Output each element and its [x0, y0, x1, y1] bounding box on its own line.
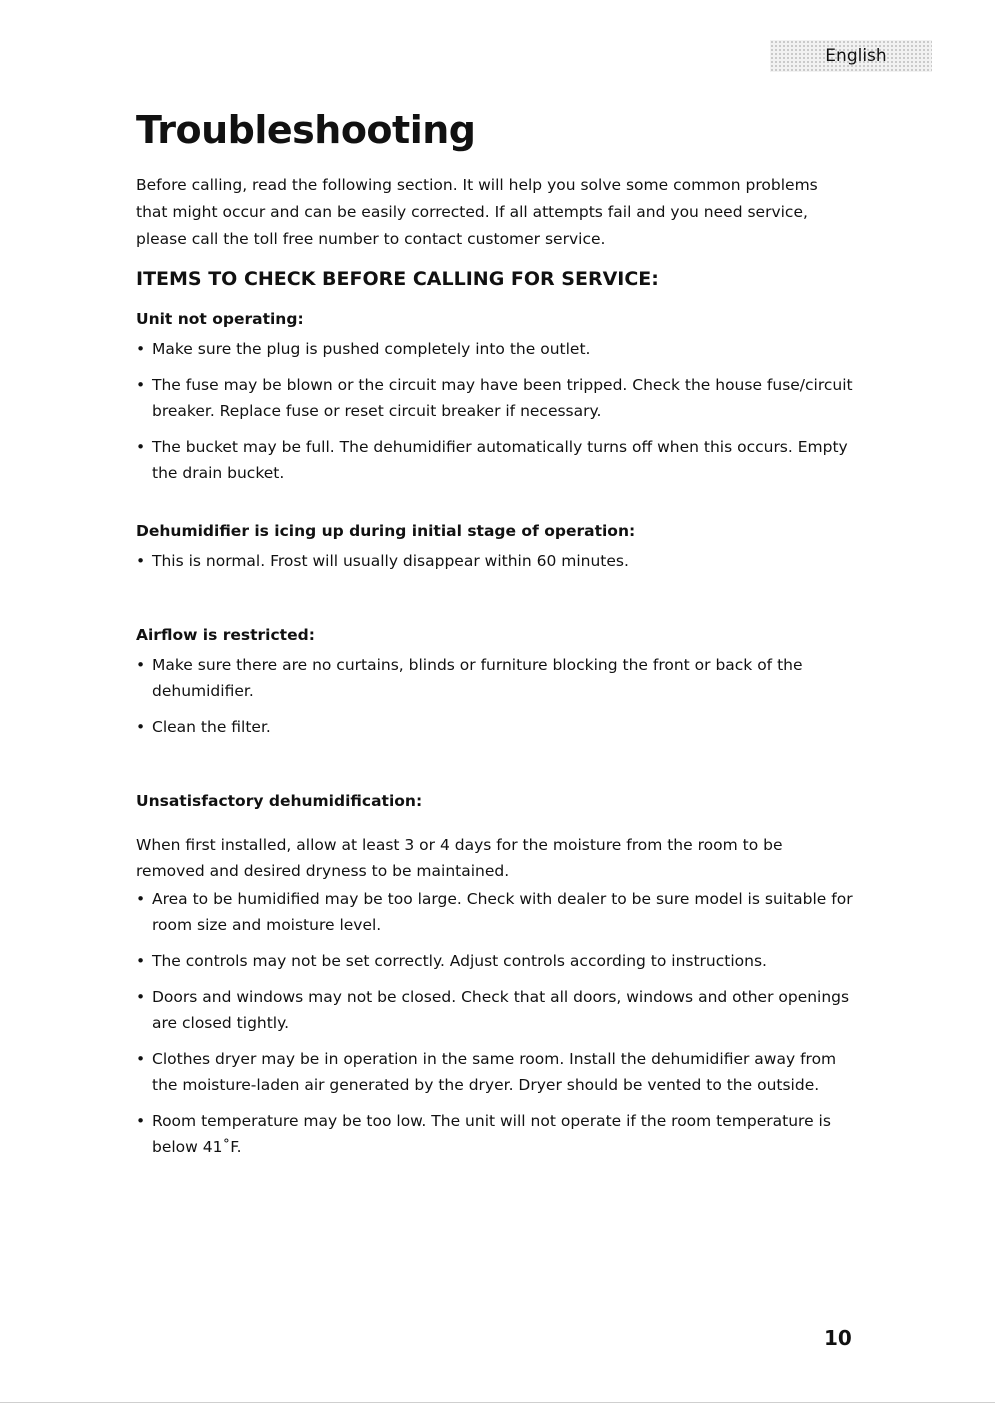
list-item: [136, 948, 856, 974]
bullet-list: [136, 336, 856, 486]
section-heading: Unsatisfactory dehumidification:: [136, 792, 423, 810]
list-item: [136, 548, 856, 574]
list-item: [136, 434, 856, 486]
section-unit-not-operating: [136, 306, 856, 496]
list-item-text: • The fuse may be blown or the circuit may have been tripped. Check the house fuse/circuit breaker. Replace fuse or reset circuit breaker if necessary.: [152, 376, 853, 420]
list-item-text: • This is normal. Frost will usually disappear within 60 minutes.: [152, 552, 629, 570]
section-airflow: [136, 622, 856, 750]
list-item-text: • The bucket may be full. The dehumidifier automatically turns off when this occurs. Empty the drain bucket.: [152, 438, 848, 482]
section-heading: Dehumidifier is icing up during initial stage of operation:: [136, 522, 636, 540]
bottom-divider: [0, 1402, 995, 1403]
list-item-text: • Room temperature may be too low. The unit will not operate if the room temperature is below 41˚F.: [152, 1112, 831, 1156]
list-item: [136, 336, 856, 362]
list-item-text: • Clean the filter.: [152, 718, 271, 736]
list-item-text: • Area to be humidified may be too large. Check with dealer to be sure model is suitable for room size and moisture level.: [152, 890, 853, 934]
language-label: English: [825, 46, 887, 66]
list-item: [136, 1046, 856, 1098]
list-item: [136, 652, 856, 704]
list-item-text: • The controls may not be set correctly. Adjust controls according to instructions.: [152, 952, 767, 970]
section-title: ITEMS TO CHECK BEFORE CALLING FOR SERVICE:: [136, 268, 659, 290]
list-item: [136, 984, 856, 1036]
section-heading: Airflow is restricted:: [136, 626, 315, 644]
page-number: 10: [824, 1326, 852, 1350]
list-item-text: • Clothes dryer may be in operation in the same room. Install the dehumidifier away from the moisture-laden air generated by the dryer. Dryer should be vented to the outside.: [152, 1050, 837, 1094]
list-item: [136, 372, 856, 424]
list-item-text: • Doors and windows may not be closed. Check that all doors, windows and other openings are closed tightly.: [152, 988, 850, 1032]
section-lead: When first installed, allow at least 3 or 4 days for the moisture from the room to be removed and desired dryness to be maintained.: [136, 836, 783, 880]
list-item-text: • Make sure the plug is pushed completely into the outlet.: [152, 340, 591, 358]
list-item: [136, 1108, 856, 1160]
bullet-list: [136, 886, 856, 1160]
page-title: Troubleshooting: [136, 108, 476, 152]
bullet-list: [136, 652, 856, 740]
bullet-list: [136, 548, 856, 574]
section-heading: Unit not operating:: [136, 310, 304, 328]
list-item-text: • Make sure there are no curtains, blinds or furniture blocking the front or back of the dehumidifier.: [152, 656, 803, 700]
intro-paragraph: Before calling, read the following section. It will help you solve some common problems that might occur and can be easily corrected. If all attempts fail and you need service, please call the toll free number to contact customer service.: [136, 176, 818, 248]
list-item: [136, 886, 856, 938]
section-icing: [136, 518, 856, 584]
list-item: [136, 714, 856, 740]
section-unsatisfactory: [136, 788, 856, 1170]
language-tab: [770, 40, 932, 72]
